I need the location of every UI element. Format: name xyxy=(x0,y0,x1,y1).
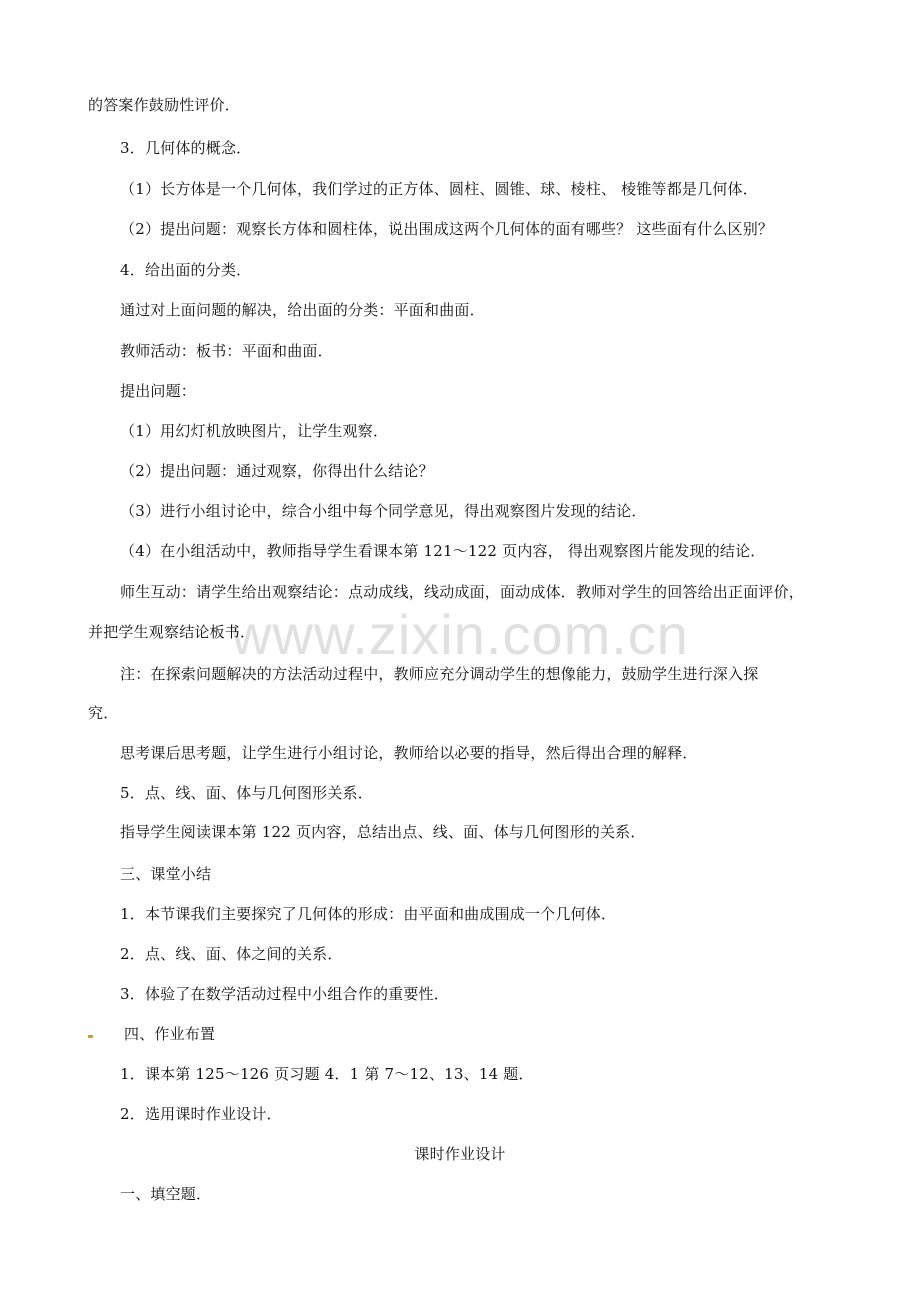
text-line-24: 四、作业布置 xyxy=(124,1025,216,1043)
text-line-16: 究． xyxy=(88,704,119,722)
text-line-last: 一、填空题． xyxy=(120,1185,212,1203)
watermark: www.zixin.com.cn xyxy=(231,603,689,666)
text-line-18: 5．点、线、面、体与几何图形关系． xyxy=(120,784,373,802)
text-line-3: （1）长方体是一个几何体，我们学过的正方体、圆柱、圆锥、球、棱柱、 棱锥等都是几何体． xyxy=(120,180,758,198)
text-line-10: （2）提出问题：通过观察，你得出什么结论？ xyxy=(120,462,434,480)
text-line-7: 教师活动：板书：平面和曲面． xyxy=(120,342,333,360)
text-line-25: 1．课本第 125～126 页习题 4．1 第 7～12、13、14 题． xyxy=(120,1065,534,1083)
text-line-19: 指导学生阅读课本第 122 页内容，总结出点、线、面、体与几何图形的关系． xyxy=(120,823,646,841)
text-line-15: 注：在探索问题解决的方法活动过程中，教师应充分调动学生的想像能力，鼓励学生进行深入探 xyxy=(120,665,759,683)
text-line-21: 1．本节课我们主要探究了几何体的形成：由平面和曲成围成一个几何体． xyxy=(120,905,617,923)
text-line-1: 的答案作鼓励性评价． xyxy=(88,96,241,114)
text-line-4: （2）提出问题：观察长方体和圆柱体，说出围成这两个几何体的面有哪些？ 这些面有什么区别？ xyxy=(120,220,774,238)
text-line-6: 通过对上面问题的解决，给出面的分类：平面和曲面． xyxy=(120,301,485,319)
text-line-2: 3．几何体的概念． xyxy=(120,139,252,157)
section-title: 课时作业设计 xyxy=(414,1145,506,1163)
yellow-speck xyxy=(88,1035,93,1038)
text-line-14: 并把学生观察结论板书． xyxy=(88,623,256,641)
text-line-22: 2．点、线、面、体之间的关系． xyxy=(120,945,343,963)
text-line-13: 师生互动：请学生给出观察结论：点动成线，线动成面，面动成体．教师对学生的回答给出正面评价， xyxy=(120,583,805,601)
text-line-26: 2．选用课时作业设计． xyxy=(120,1105,282,1123)
text-line-11: （3）进行小组讨论中，综合小组中每个同学意见，得出观察图片发现的结论． xyxy=(120,502,647,520)
text-line-17: 思考课后思考题，让学生进行小组讨论，教师给以必要的指导，然后得出合理的解释． xyxy=(120,744,698,762)
text-line-23: 3．体验了在数学活动过程中小组合作的重要性． xyxy=(120,985,449,1003)
text-line-8: 提出问题： xyxy=(120,382,197,400)
text-line-20: 三、课堂小结 xyxy=(120,865,212,883)
text-line-12: （4）在小组活动中，教师指导学生看课本第 121～122 页内容， 得出观察图片能发现的结论． xyxy=(120,542,766,560)
text-line-9: （1）用幻灯机放映图片，让学生观察． xyxy=(120,422,389,440)
text-line-5: 4．给出面的分类． xyxy=(120,261,252,279)
